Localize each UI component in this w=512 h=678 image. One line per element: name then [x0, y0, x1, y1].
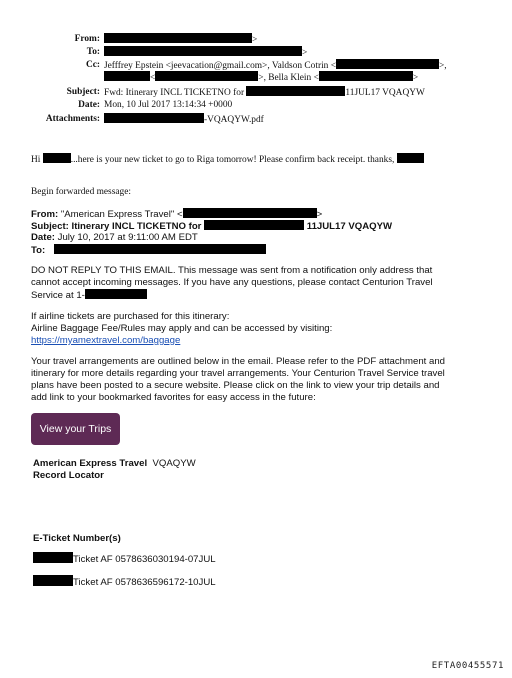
fwd-to-row: To:: [31, 244, 266, 257]
redaction: [54, 244, 266, 254]
redaction: [336, 59, 439, 69]
date-value: Mon, 10 Jul 2017 13:14:34 +0000: [104, 100, 233, 110]
redaction: [85, 289, 147, 299]
noreply-text-3: Service at 1-: [31, 289, 147, 302]
to-label: To:: [86, 47, 100, 57]
redaction: [33, 552, 73, 563]
document-id: EFTA00455571: [431, 661, 504, 671]
forwarded-intro: Begin forwarded message:: [31, 187, 131, 197]
cc-value-line2: < >, Bella Klein < >: [104, 71, 418, 84]
cc-label: Cc:: [85, 60, 100, 70]
redaction: [33, 575, 73, 586]
eticket-heading: E-Ticket Number(s): [33, 533, 121, 544]
subject-value: Fwd: Itinerary INCL TICKETNO for 11JUL17 VQAQYW: [104, 88, 425, 98]
cc-value-line1: Jefffrey Epstein <jeevacation@gmail.com>, Valdson Cotrin < >,: [104, 61, 447, 71]
redaction: [155, 71, 258, 81]
baggage-link[interactable]: [31, 335, 180, 347]
fwd-date-row: Date: July 10, 2017 at 9:11:00 AM EDT: [31, 232, 198, 243]
redaction: [43, 153, 71, 163]
subject-label: Subject:: [66, 87, 100, 97]
attachment-file[interactable]: -VQAQYW.pdf: [104, 113, 264, 126]
from-value: >: [104, 33, 257, 46]
redaction: [104, 46, 302, 56]
ticket-row: Ticket AF 0578636596172-10JUL: [33, 575, 216, 589]
baggage-url-link[interactable]: https://myamextravel.com/baggage: [31, 335, 181, 346]
fwd-from-row: From: "American Express Travel" < >: [31, 209, 323, 220]
redaction: [183, 208, 317, 218]
noreply-text-1: DO NOT REPLY TO THIS EMAIL. This message was sent from a notification only address that: [31, 265, 433, 276]
to-value: >: [104, 46, 307, 59]
redaction: [204, 220, 304, 230]
record-locator-label: Record Locator: [33, 470, 104, 481]
redaction: [104, 33, 252, 43]
noreply-text-2: cannot accept incoming messages. If you have any questions, please contact Centurion Travel: [31, 277, 433, 288]
travel-text-1: Your travel arrangements are outlined below in the email. Please refer to the PDF attachment and: [31, 356, 446, 367]
date-label: Date:: [78, 100, 100, 110]
intro-line: Hi ...here is your new ticket to go to Riga tomorrow! Please confirm back receipt. thanks,: [31, 153, 424, 166]
travel-text-2: itinerary for more details regarding your travel arrangements. Your Centurion Travel Service travel: [31, 368, 445, 379]
airline-text-1: If airline tickets are purchased for this itinerary:: [31, 311, 230, 322]
record-agency-row: American Express Travel VQAQYW: [33, 458, 196, 469]
ticket-row: Ticket AF 0578636030194-07JUL: [33, 552, 216, 566]
redaction: [397, 153, 424, 163]
from-label: From:: [74, 34, 100, 44]
attachments-label: Attachments:: [45, 114, 100, 124]
redaction: [319, 71, 413, 81]
travel-text-4: add link to your bookmarked favorites for easy access in the future:: [31, 392, 316, 403]
travel-text-3: plans have been posted to a secure website. Please click on the link to view your trip details and: [31, 380, 440, 391]
redaction: [104, 113, 204, 123]
airline-text-2: Airline Baggage Fee/Rules may apply and can be accessed by visiting:: [31, 323, 333, 334]
redaction: [246, 86, 345, 96]
view-trips-button[interactable]: View your Trips: [31, 413, 120, 445]
redaction: [104, 71, 150, 81]
fwd-subject-row: Subject: Itinerary INCL TICKETNO for 11JUL17 VQAQYW: [31, 221, 393, 232]
